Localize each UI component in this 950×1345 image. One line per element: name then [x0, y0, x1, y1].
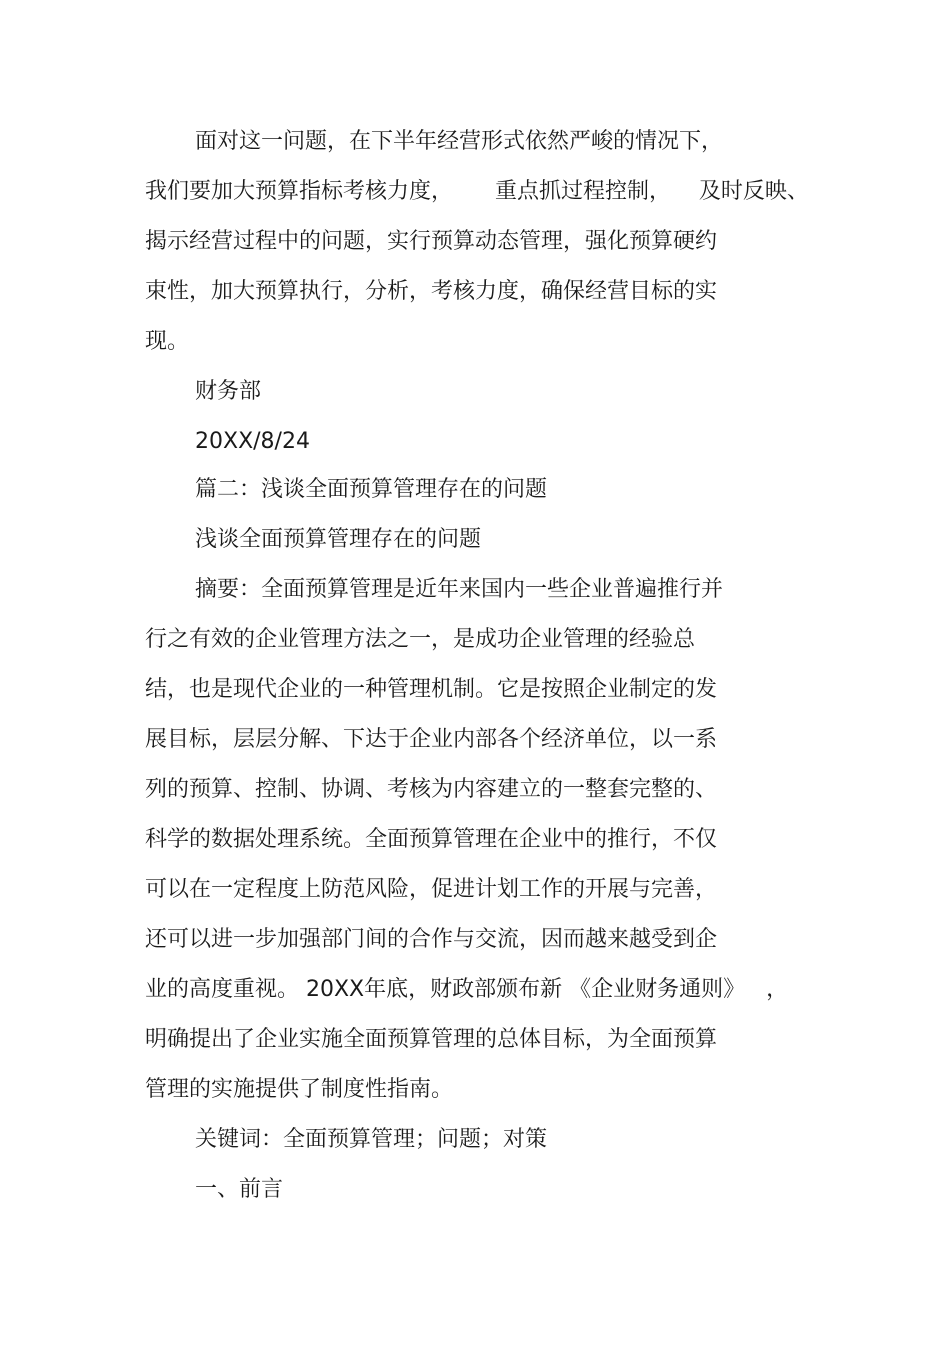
abstract-line: 结，也是现代企业的一种管理机制。它是按照企业制定的发 — [145, 677, 718, 702]
keywords-line: 关键词：全面预算管理；问题；对策 — [195, 1127, 548, 1152]
abstract-line: 明确提出了企业实施全面预算管理的总体目标，为全面预算 — [145, 1027, 718, 1052]
paragraph-line: 揭示经营过程中的问题，实行预算动态管理，强化预算硬约 — [145, 229, 718, 254]
paragraph-line: 面对这一问题，在下半年经营形式依然严峻的情况下， — [195, 129, 724, 154]
article-title: 浅谈全面预算管理存在的问题 — [195, 527, 482, 552]
abstract-line: 行之有效的企业管理方法之一，是成功企业管理的经验总 — [145, 627, 696, 652]
abstract-line: 还可以进一步加强部门间的合作与交流，因而越来越受到企 — [145, 927, 718, 952]
abstract-line: 摘要：全面预算管理是近年来国内一些企业普遍推行并 — [195, 577, 724, 602]
paragraph-line: 我们要加大预算指标考核力度， 重点抓过程控制， 及时反映、 — [145, 179, 809, 204]
abstract-line: 列的预算、控制、协调、考核为内容建立的一整套完整的、 — [145, 777, 718, 802]
paragraph-line: 束性，加大预算执行，分析，考核力度，确保经营目标的实 — [145, 279, 718, 304]
paragraph-line: 现。 — [145, 329, 190, 354]
section-heading-preface: 一、前言 — [195, 1177, 284, 1202]
abstract-line: 展目标，层层分解、下达于企业内部各个经济单位，以一系 — [145, 727, 718, 752]
department-signature: 财务部 — [195, 379, 262, 404]
abstract-line: 业的高度重视。 20XX年底，财政部颁布新 《企业财务通则》 ， — [145, 977, 789, 1002]
section-heading: 篇二：浅谈全面预算管理存在的问题 — [195, 477, 548, 502]
abstract-line: 管理的实施提供了制度性指南。 — [145, 1077, 454, 1102]
document-date: 20XX/8/24 — [195, 429, 310, 454]
abstract-line: 科学的数据处理系统。全面预算管理在企业中的推行，不仅 — [145, 827, 718, 852]
abstract-line: 可以在一定程度上防范风险，促进计划工作的开展与完善， — [145, 877, 718, 902]
